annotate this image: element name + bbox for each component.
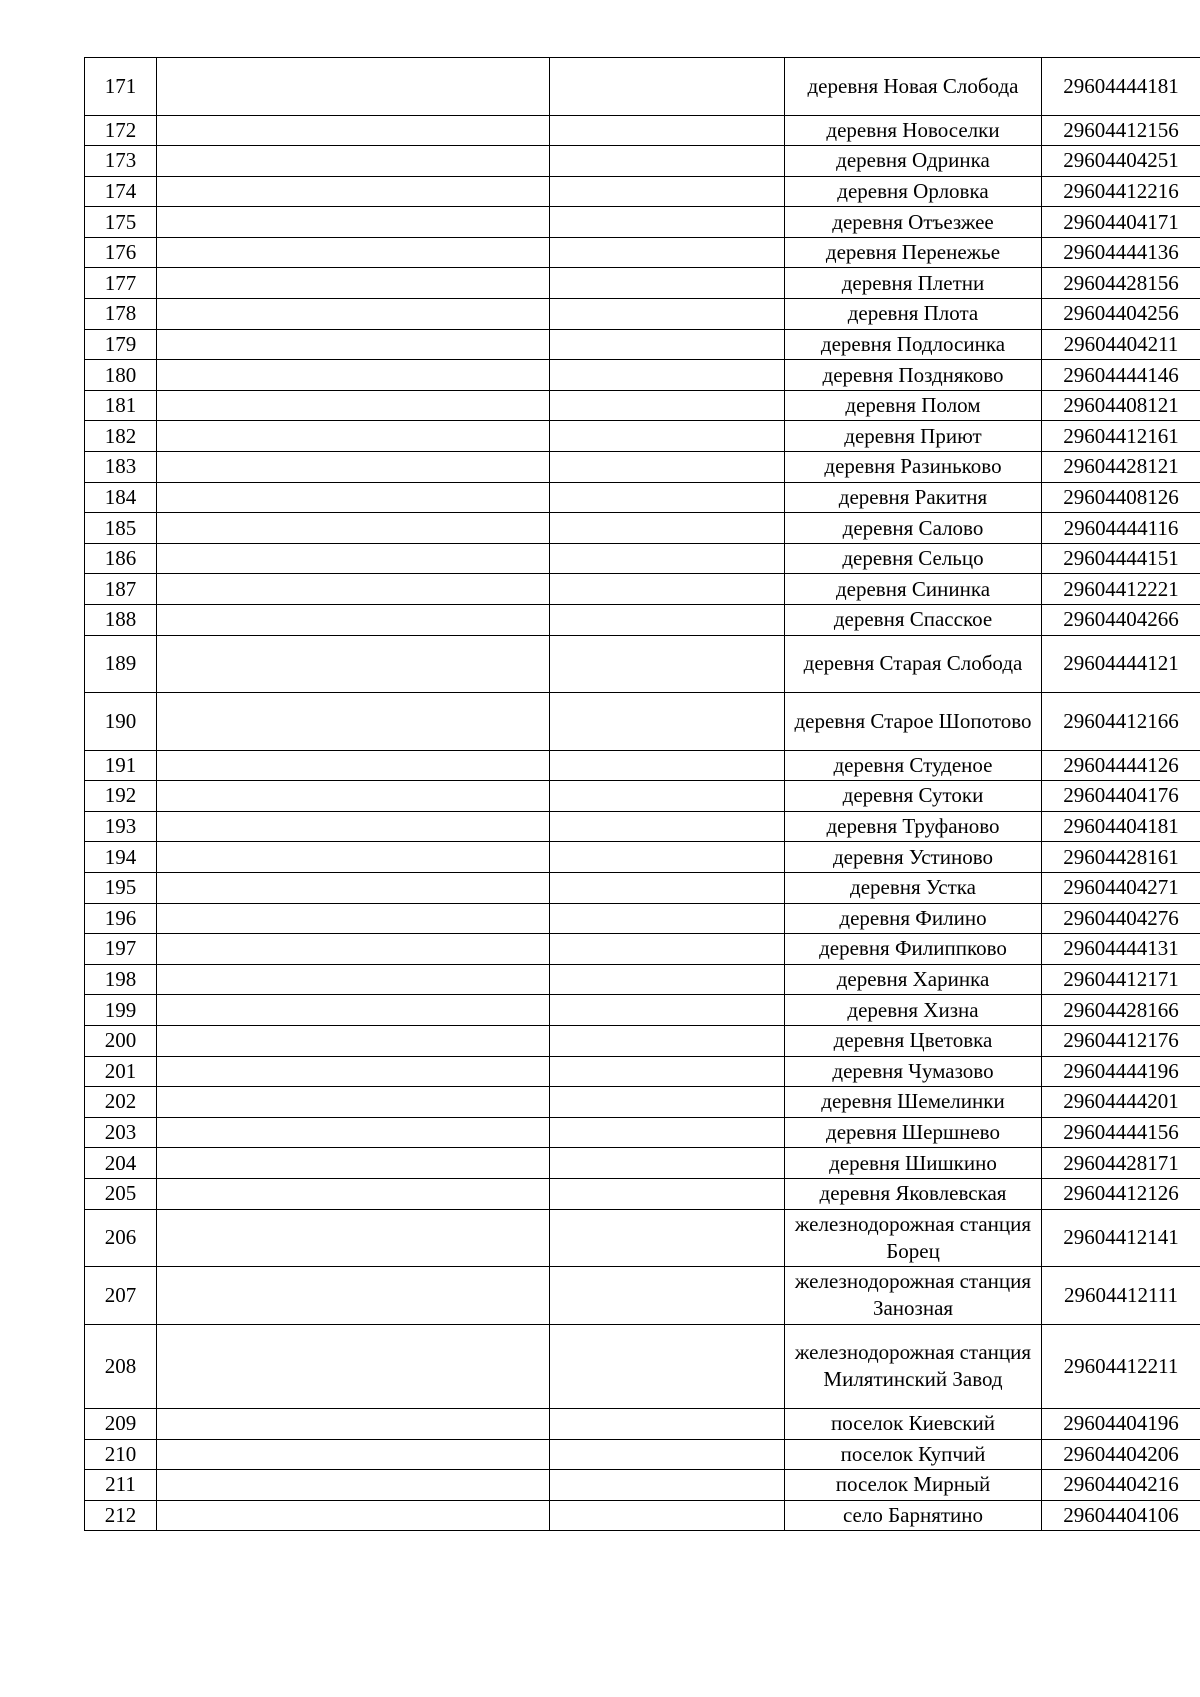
oktmo-code-cell: 29604412176 xyxy=(1042,1025,1200,1056)
row-number-cell: 175 xyxy=(85,207,157,238)
empty-cell xyxy=(157,1178,550,1209)
table-row xyxy=(85,1209,1200,1267)
row-number-cell: 195 xyxy=(85,872,157,903)
empty-cell xyxy=(550,995,785,1026)
settlement-name-cell: деревня Цветовка xyxy=(785,1025,1042,1056)
empty-cell xyxy=(550,146,785,177)
row-number-cell: 197 xyxy=(85,934,157,965)
settlement-name-cell: деревня Филино xyxy=(785,903,1042,934)
empty-cell xyxy=(157,543,550,574)
oktmo-code-cell: 29604404176 xyxy=(1042,781,1200,812)
empty-cell xyxy=(157,1087,550,1118)
row-number-cell: 186 xyxy=(85,543,157,574)
table-row xyxy=(85,329,1200,360)
row-number-cell: 182 xyxy=(85,421,157,452)
row-number-cell: 207 xyxy=(85,1267,157,1325)
empty-cell xyxy=(157,1409,550,1440)
settlement-name-cell: деревня Разиньково xyxy=(785,452,1042,483)
empty-cell xyxy=(550,268,785,299)
settlement-name-cell: деревня Новая Слобода xyxy=(785,58,1042,116)
empty-cell xyxy=(550,1470,785,1501)
empty-cell xyxy=(157,811,550,842)
empty-cell xyxy=(157,1439,550,1470)
settlement-name-cell: деревня Труфаново xyxy=(785,811,1042,842)
settlement-name-cell: деревня Шемелинки xyxy=(785,1087,1042,1118)
oktmo-code-cell: 29604412111 xyxy=(1042,1267,1200,1325)
table-row xyxy=(85,360,1200,391)
oktmo-code-cell: 29604444151 xyxy=(1042,543,1200,574)
settlement-name-cell: деревня Орловка xyxy=(785,176,1042,207)
row-number-cell: 171 xyxy=(85,58,157,116)
settlement-name-cell: деревня Отъезжее xyxy=(785,207,1042,238)
settlement-name-cell: железнодорожная станция Занозная xyxy=(785,1267,1042,1325)
settlement-name-cell: деревня Шершнево xyxy=(785,1117,1042,1148)
empty-cell xyxy=(157,693,550,751)
oktmo-code-cell: 29604444121 xyxy=(1042,635,1200,693)
row-number-cell: 190 xyxy=(85,693,157,751)
row-number-cell: 198 xyxy=(85,964,157,995)
oktmo-code-cell: 29604404276 xyxy=(1042,903,1200,934)
table-row xyxy=(85,237,1200,268)
settlement-name-cell: деревня Плетни xyxy=(785,268,1042,299)
oktmo-code-cell: 29604404256 xyxy=(1042,299,1200,330)
settlement-name-cell: деревня Сутоки xyxy=(785,781,1042,812)
row-number-cell: 178 xyxy=(85,299,157,330)
settlement-name-cell: деревня Харинка xyxy=(785,964,1042,995)
empty-cell xyxy=(157,1209,550,1267)
settlement-name-cell: деревня Устиново xyxy=(785,842,1042,873)
empty-cell xyxy=(550,1117,785,1148)
empty-cell xyxy=(157,390,550,421)
settlement-name-cell: деревня Яковлевская xyxy=(785,1178,1042,1209)
empty-cell xyxy=(157,58,550,116)
empty-cell xyxy=(157,872,550,903)
table-row xyxy=(85,934,1200,965)
empty-cell xyxy=(550,513,785,544)
empty-cell xyxy=(157,842,550,873)
empty-cell xyxy=(157,903,550,934)
oktmo-code-cell: 29604428161 xyxy=(1042,842,1200,873)
settlement-name-cell: деревня Шишкино xyxy=(785,1148,1042,1179)
oktmo-code-cell: 29604404106 xyxy=(1042,1500,1200,1531)
table-row xyxy=(85,964,1200,995)
settlement-name-cell: деревня Подлосинка xyxy=(785,329,1042,360)
row-number-cell: 180 xyxy=(85,360,157,391)
empty-cell xyxy=(157,995,550,1026)
table-row xyxy=(85,781,1200,812)
row-number-cell: 188 xyxy=(85,605,157,636)
table-row xyxy=(85,1025,1200,1056)
table-row xyxy=(85,146,1200,177)
empty-cell xyxy=(550,543,785,574)
settlement-name-cell: деревня Чумазово xyxy=(785,1056,1042,1087)
oktmo-code-cell: 29604412166 xyxy=(1042,693,1200,751)
table-row xyxy=(85,1470,1200,1501)
empty-cell xyxy=(550,176,785,207)
row-number-cell: 203 xyxy=(85,1117,157,1148)
row-number-cell: 201 xyxy=(85,1056,157,1087)
settlement-name-cell: деревня Старая Слобода xyxy=(785,635,1042,693)
table-row xyxy=(85,811,1200,842)
row-number-cell: 206 xyxy=(85,1209,157,1267)
empty-cell xyxy=(550,421,785,452)
oktmo-code-cell: 29604412156 xyxy=(1042,115,1200,146)
empty-cell xyxy=(157,115,550,146)
table-row xyxy=(85,1148,1200,1179)
oktmo-code-cell: 29604428156 xyxy=(1042,268,1200,299)
row-number-cell: 184 xyxy=(85,482,157,513)
settlement-name-cell: деревня Филиппково xyxy=(785,934,1042,965)
table-row xyxy=(85,1087,1200,1118)
row-number-cell: 181 xyxy=(85,390,157,421)
row-number-cell: 193 xyxy=(85,811,157,842)
settlement-name-cell: деревня Поздняково xyxy=(785,360,1042,391)
settlement-name-cell: деревня Сининка xyxy=(785,574,1042,605)
empty-cell xyxy=(157,1025,550,1056)
empty-cell xyxy=(550,1209,785,1267)
row-number-cell: 183 xyxy=(85,452,157,483)
empty-cell xyxy=(157,1056,550,1087)
empty-cell xyxy=(157,1324,550,1409)
row-number-cell: 212 xyxy=(85,1500,157,1531)
empty-cell xyxy=(157,964,550,995)
table-row xyxy=(85,452,1200,483)
oktmo-code-cell: 29604408121 xyxy=(1042,390,1200,421)
empty-cell xyxy=(157,1148,550,1179)
table-row xyxy=(85,872,1200,903)
row-number-cell: 185 xyxy=(85,513,157,544)
row-number-cell: 179 xyxy=(85,329,157,360)
empty-cell xyxy=(550,964,785,995)
table-row xyxy=(85,513,1200,544)
empty-cell xyxy=(157,605,550,636)
empty-cell xyxy=(157,781,550,812)
empty-cell xyxy=(550,1267,785,1325)
empty-cell xyxy=(550,482,785,513)
oktmo-code-cell: 29604444146 xyxy=(1042,360,1200,391)
empty-cell xyxy=(550,1439,785,1470)
settlement-name-cell: деревня Салово xyxy=(785,513,1042,544)
settlement-name-cell: деревня Спасское xyxy=(785,605,1042,636)
empty-cell xyxy=(550,115,785,146)
row-number-cell: 209 xyxy=(85,1409,157,1440)
row-number-cell: 189 xyxy=(85,635,157,693)
settlement-name-cell: деревня Одринка xyxy=(785,146,1042,177)
settlement-name-cell: поселок Купчий xyxy=(785,1439,1042,1470)
row-number-cell: 204 xyxy=(85,1148,157,1179)
empty-cell xyxy=(550,1025,785,1056)
empty-cell xyxy=(550,1500,785,1531)
empty-cell xyxy=(550,872,785,903)
row-number-cell: 200 xyxy=(85,1025,157,1056)
oktmo-code-cell: 29604444196 xyxy=(1042,1056,1200,1087)
empty-cell xyxy=(550,1087,785,1118)
oktmo-code-cell: 29604412171 xyxy=(1042,964,1200,995)
settlement-name-cell: поселок Мирный xyxy=(785,1470,1042,1501)
settlement-name-cell: деревня Ракитня xyxy=(785,482,1042,513)
settlement-name-cell: деревня Плота xyxy=(785,299,1042,330)
empty-cell xyxy=(550,1324,785,1409)
empty-cell xyxy=(157,146,550,177)
empty-cell xyxy=(550,750,785,781)
row-number-cell: 199 xyxy=(85,995,157,1026)
row-number-cell: 177 xyxy=(85,268,157,299)
row-number-cell: 194 xyxy=(85,842,157,873)
table-row xyxy=(85,750,1200,781)
empty-cell xyxy=(550,635,785,693)
oktmo-code-cell: 29604444136 xyxy=(1042,237,1200,268)
empty-cell xyxy=(157,237,550,268)
table-row xyxy=(85,1267,1200,1325)
table-row xyxy=(85,1056,1200,1087)
table-row xyxy=(85,115,1200,146)
empty-cell xyxy=(157,1470,550,1501)
oktmo-code-cell: 29604428171 xyxy=(1042,1148,1200,1179)
table-row xyxy=(85,693,1200,751)
settlement-name-cell: деревня Сельцо xyxy=(785,543,1042,574)
table-row xyxy=(85,1324,1200,1409)
oktmo-code-cell: 29604404266 xyxy=(1042,605,1200,636)
row-number-cell: 172 xyxy=(85,115,157,146)
oktmo-code-cell: 29604412161 xyxy=(1042,421,1200,452)
row-number-cell: 196 xyxy=(85,903,157,934)
table-row xyxy=(85,995,1200,1026)
oktmo-code-cell: 29604404206 xyxy=(1042,1439,1200,1470)
empty-cell xyxy=(157,329,550,360)
oktmo-code-cell: 29604444156 xyxy=(1042,1117,1200,1148)
empty-cell xyxy=(157,207,550,238)
table-row xyxy=(85,482,1200,513)
oktmo-code-cell: 29604444131 xyxy=(1042,934,1200,965)
empty-cell xyxy=(157,299,550,330)
oktmo-code-cell: 29604444201 xyxy=(1042,1087,1200,1118)
empty-cell xyxy=(550,1148,785,1179)
oktmo-code-cell: 29604404271 xyxy=(1042,872,1200,903)
empty-cell xyxy=(157,513,550,544)
table-row xyxy=(85,299,1200,330)
table-row xyxy=(85,1409,1200,1440)
table-row xyxy=(85,1178,1200,1209)
empty-cell xyxy=(157,574,550,605)
row-number-cell: 208 xyxy=(85,1324,157,1409)
table-row xyxy=(85,176,1200,207)
oktmo-code-cell: 29604404196 xyxy=(1042,1409,1200,1440)
table-row xyxy=(85,268,1200,299)
table-row xyxy=(85,605,1200,636)
empty-cell xyxy=(550,842,785,873)
empty-cell xyxy=(157,482,550,513)
oktmo-code-cell: 29604412126 xyxy=(1042,1178,1200,1209)
oktmo-code-cell: 29604444116 xyxy=(1042,513,1200,544)
settlement-name-cell: деревня Хизна xyxy=(785,995,1042,1026)
row-number-cell: 202 xyxy=(85,1087,157,1118)
empty-cell xyxy=(157,421,550,452)
table-row xyxy=(85,1500,1200,1531)
settlements-table xyxy=(84,57,1200,1531)
empty-cell xyxy=(157,268,550,299)
oktmo-code-cell: 29604412141 xyxy=(1042,1209,1200,1267)
settlement-name-cell: деревня Устка xyxy=(785,872,1042,903)
empty-cell xyxy=(550,934,785,965)
table-row xyxy=(85,543,1200,574)
empty-cell xyxy=(157,934,550,965)
empty-cell xyxy=(550,58,785,116)
empty-cell xyxy=(157,750,550,781)
empty-cell xyxy=(157,360,550,391)
settlements-table-body xyxy=(85,58,1200,1531)
empty-cell xyxy=(157,1117,550,1148)
settlement-name-cell: деревня Приют xyxy=(785,421,1042,452)
row-number-cell: 187 xyxy=(85,574,157,605)
empty-cell xyxy=(550,1056,785,1087)
settlement-name-cell: деревня Студеное xyxy=(785,750,1042,781)
table-row xyxy=(85,1117,1200,1148)
table-row xyxy=(85,842,1200,873)
empty-cell xyxy=(550,693,785,751)
oktmo-code-cell: 29604404216 xyxy=(1042,1470,1200,1501)
row-number-cell: 210 xyxy=(85,1439,157,1470)
empty-cell xyxy=(550,1409,785,1440)
empty-cell xyxy=(157,176,550,207)
oktmo-code-cell: 29604428121 xyxy=(1042,452,1200,483)
oktmo-code-cell: 29604404211 xyxy=(1042,329,1200,360)
empty-cell xyxy=(157,635,550,693)
row-number-cell: 176 xyxy=(85,237,157,268)
row-number-cell: 174 xyxy=(85,176,157,207)
empty-cell xyxy=(550,390,785,421)
settlement-name-cell: деревня Перенежье xyxy=(785,237,1042,268)
empty-cell xyxy=(550,574,785,605)
table-row xyxy=(85,574,1200,605)
table-row xyxy=(85,207,1200,238)
settlement-name-cell: деревня Старое Шопотово xyxy=(785,693,1042,751)
row-number-cell: 173 xyxy=(85,146,157,177)
empty-cell xyxy=(157,452,550,483)
oktmo-code-cell: 29604428166 xyxy=(1042,995,1200,1026)
table-row xyxy=(85,635,1200,693)
empty-cell xyxy=(550,299,785,330)
oktmo-code-cell: 29604444126 xyxy=(1042,750,1200,781)
table-row xyxy=(85,1439,1200,1470)
oktmo-code-cell: 29604404171 xyxy=(1042,207,1200,238)
empty-cell xyxy=(157,1267,550,1325)
oktmo-code-cell: 29604412216 xyxy=(1042,176,1200,207)
empty-cell xyxy=(550,329,785,360)
table-row xyxy=(85,421,1200,452)
empty-cell xyxy=(550,781,785,812)
empty-cell xyxy=(550,360,785,391)
oktmo-code-cell: 29604412211 xyxy=(1042,1324,1200,1409)
oktmo-code-cell: 29604408126 xyxy=(1042,482,1200,513)
oktmo-code-cell: 29604444181 xyxy=(1042,58,1200,116)
row-number-cell: 205 xyxy=(85,1178,157,1209)
empty-cell xyxy=(550,207,785,238)
row-number-cell: 211 xyxy=(85,1470,157,1501)
settlement-name-cell: поселок Киевский xyxy=(785,1409,1042,1440)
row-number-cell: 191 xyxy=(85,750,157,781)
empty-cell xyxy=(550,811,785,842)
settlement-name-cell: железнодорожная станция Милятинский Завод xyxy=(785,1324,1042,1409)
table-row xyxy=(85,390,1200,421)
settlement-name-cell: железнодорожная станция Борец xyxy=(785,1209,1042,1267)
table-row xyxy=(85,903,1200,934)
empty-cell xyxy=(550,903,785,934)
settlement-name-cell: деревня Новоселки xyxy=(785,115,1042,146)
oktmo-code-cell: 29604412221 xyxy=(1042,574,1200,605)
row-number-cell: 192 xyxy=(85,781,157,812)
empty-cell xyxy=(550,237,785,268)
empty-cell xyxy=(550,1178,785,1209)
table-row xyxy=(85,58,1200,116)
oktmo-code-cell: 29604404251 xyxy=(1042,146,1200,177)
settlement-name-cell: село Барнятино xyxy=(785,1500,1042,1531)
empty-cell xyxy=(550,605,785,636)
empty-cell xyxy=(157,1500,550,1531)
empty-cell xyxy=(550,452,785,483)
settlement-name-cell: деревня Полом xyxy=(785,390,1042,421)
oktmo-code-cell: 29604404181 xyxy=(1042,811,1200,842)
